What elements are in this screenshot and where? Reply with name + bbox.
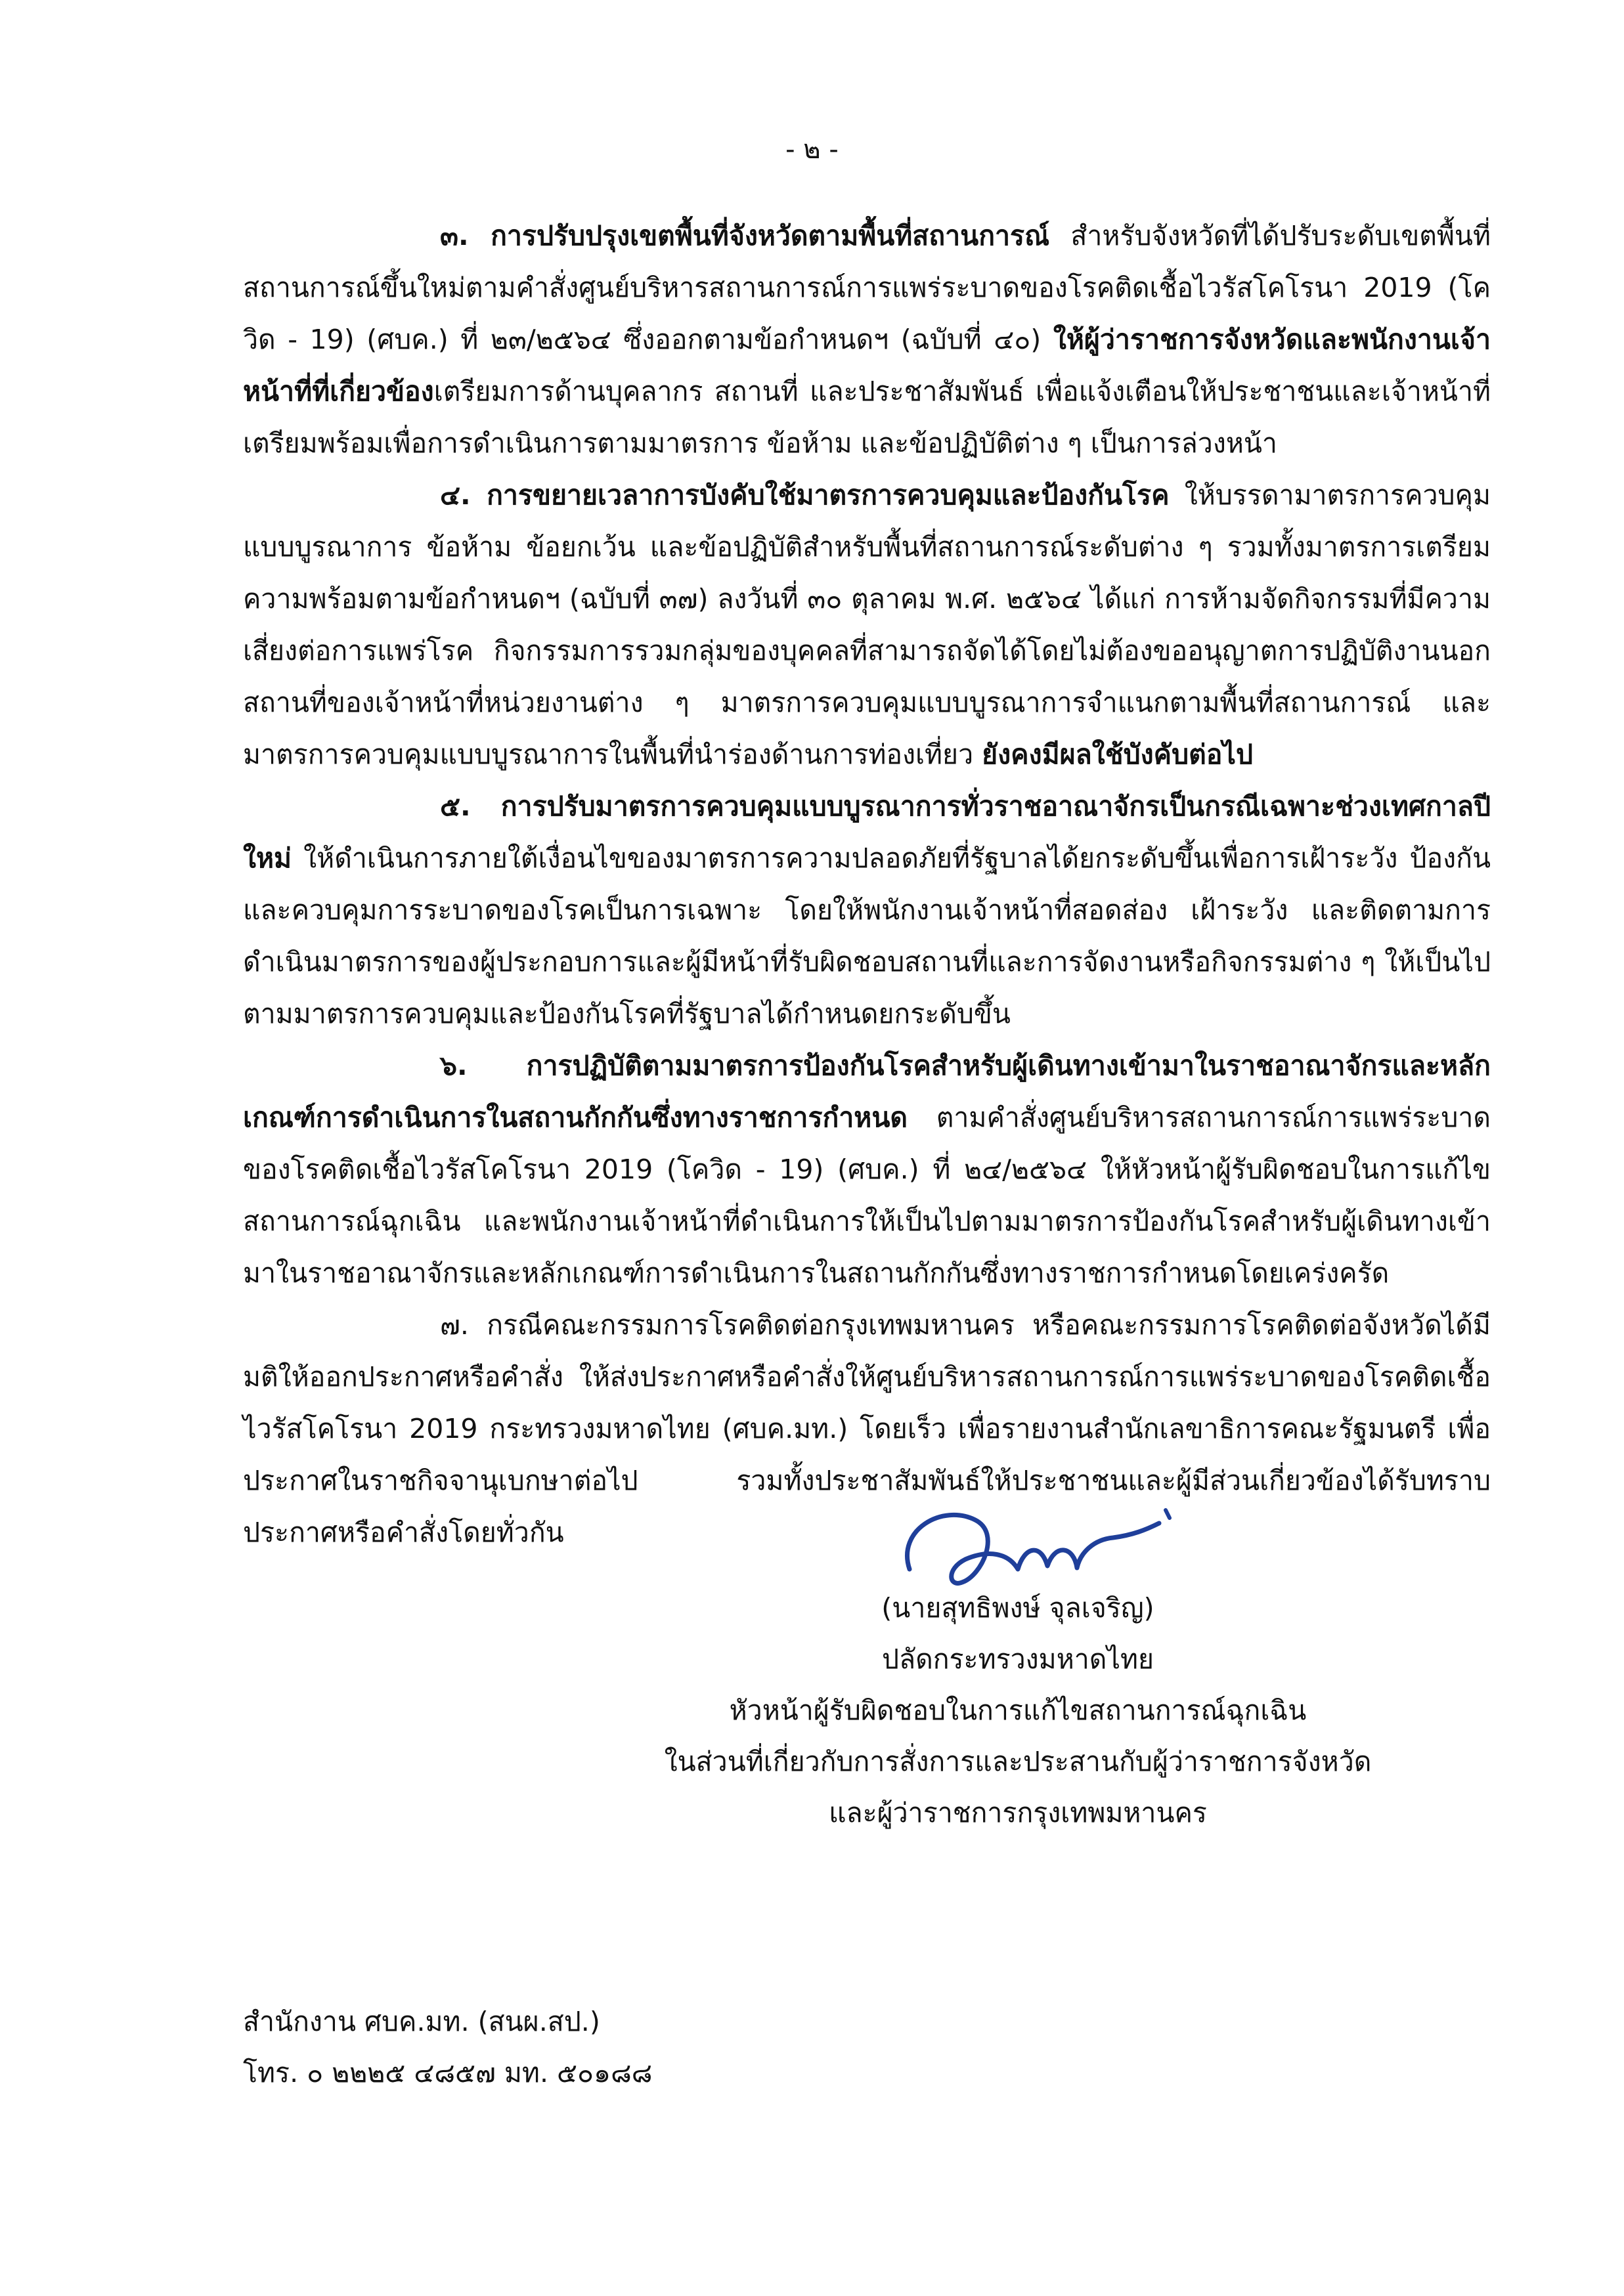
paragraph-emphasis: ยังคงมีผลใช้บังคับต่อไป	[982, 739, 1254, 770]
paragraph-5	[243, 781, 1491, 1040]
paragraph-6	[243, 1040, 1491, 1299]
paragraph-4	[243, 469, 1491, 781]
paragraph-text: เตรียมการด้านบุคลากร สถานที่ และประชาสัมพันธ์ เพื่อแจ้งเตือนให้ประชาชนและเจ้าหน้าที่เตรียมพร้อมเพื่อการดำเนินการตามมาตรการ ข้อห้าม และข้อปฏิบัติต่าง ๆ เป็นการล่วงหน้า	[243, 376, 1491, 459]
paragraph-text: ให้บรรดามาตรการควบคุมแบบบูรณาการ ข้อห้าม ข้อยกเว้น และข้อปฏิบัติสำหรับพื้นที่สถานการณ์ระดับต่าง ๆ รวมทั้งมาตรการเตรียมความพร้อมตามข้อกำหนดฯ (ฉบับที่ ๓๗) ลงวันที่ ๓๐ ตุลาคม พ.ศ. ๒๕๖๔ ได้แก่ การห้ามจัดกิจกรรมที่มีความเสี่ยงต่อการแพร่โรค กิจกรรมการรวมกลุ่มของบุคคลที่สามารถจัดได้โดยไม่ต้องขออนุญาตการปฏิบัติงานนอกสถานที่ของเจ้าหน้าที่หน่วยงานต่าง ๆ มาตรการควบคุมแบบบูรณาการจำแนกตามพื้นที่สถานการณ์ และมาตรการควบคุมแบบบูรณาการในพื้นที่นำร่องด้านการท่องเที่ยว	[243, 479, 1491, 770]
paragraph-text: ให้ดำเนินการภายใต้เงื่อนไขของมาตรการความปลอดภัยที่รัฐบาลได้ยกระดับขึ้นเพื่อการเฝ้าระวัง ป้องกันและควบคุมการระบาดของโรคเป็นการเฉพาะ โดยให้พนักงานเจ้าหน้าที่สอดส่อง เฝ้าระวัง และติดตามการดำเนินมาตรการของผู้ประกอบการและผู้มีหน้าที่รับผิดชอบสถานที่และการจัดงานหรือกิจกรรมต่าง ๆ ให้เป็นไปตามมาตรการควบคุมและป้องกันโรคที่รัฐบาลได้กำหนดยกระดับขึ้น	[243, 842, 1491, 1029]
footer-contact	[243, 1996, 1031, 2098]
paragraph-heading: ๔. การขยายเวลาการบังคับใช้มาตรการควบคุมและป้องกันโรค	[440, 479, 1170, 511]
page-number: - ๒ -	[785, 135, 839, 165]
signatory-title: ในส่วนที่เกี่ยวกับการสั่งการและประสานกับผู้ว่าราชการจังหวัด	[664, 1746, 1372, 1777]
paragraph-heading: ๕. การปรับมาตรการควบคุมแบบบูรณาการทั่วราชอาณาจักรเป็นกรณีเฉพาะช่วงเทศกาลปีใหม่	[243, 791, 1491, 874]
signature-block	[591, 1582, 1445, 1838]
paragraph-7	[243, 1299, 1491, 1559]
signatory-name: (นายสุทธิพงษ์ จุลเจริญ)	[881, 1592, 1154, 1624]
paragraph-heading: ๖. การปฏิบัติตามมาตรการป้องกันโรคสำหรับผู้เดินทางเข้ามาในราชอาณาจักรและหลักเกณฑ์การดำเนินการในสถานกักกันซึ่งทางราชการกำหนด	[243, 1050, 1491, 1133]
document-body	[243, 210, 1491, 1559]
paragraph-heading: ๓. การปรับปรุงเขตพื้นที่จังหวัดตามพื้นที่สถานการณ์	[440, 220, 1050, 251]
footer-phone: โทร. ๐ ๒๒๒๕ ๔๘๕๗ มท. ๕๐๑๘๘	[243, 2057, 653, 2089]
paragraph-3	[243, 210, 1491, 469]
paragraph-emphasis: ให้ผู้ว่าราชการจังหวัดและพนักงานเจ้าหน้าที่ที่เกี่ยวข้อง	[243, 324, 1491, 407]
paragraph-text: สำหรับจังหวัดที่ได้ปรับระดับเขตพื้นที่สถานการณ์ขึ้นใหม่ตามคำสั่งศูนย์บริหารสถานการณ์การแพร่ระบาดของโรคติดเชื้อไวรัสโคโรนา 2019 (โควิด - 19) (ศบค.) ที่ ๒๓/๒๕๖๔ ซึ่งออกตามข้อกำหนดฯ (ฉบับที่ ๔๐)	[243, 220, 1491, 355]
footer-office: สำนักงาน ศบค.มท. (สนผ.สป.)	[243, 2006, 600, 2037]
paragraph-text: ๗. กรณีคณะกรรมการโรคติดต่อกรุงเทพมหานคร หรือคณะกรรมการโรคติดต่อจังหวัดได้มีมติให้ออกประกาศหรือคำสั่ง ให้ส่งประกาศหรือคำสั่งให้ศูนย์บริหารสถานการณ์การแพร่ระบาดของโรคติดเชื้อไวรัสโคโรนา 2019 กระทรวงมหาดไทย (ศบค.มท.) โดยเร็ว เพื่อรายงานสำนักเลขาธิการคณะรัฐมนตรี เพื่อประกาศในราชกิจจานุเบกษาต่อไป รวมทั้งประชาสัมพันธ์ให้ประชาชนและผู้มีส่วนเกี่ยวข้องได้รับทราบประกาศหรือคำสั่งโดยทั่วกัน	[243, 1309, 1491, 1548]
signatory-title: ปลัดกระทรวงมหาดไทย	[881, 1643, 1154, 1675]
signatory-title: และผู้ว่าราชการกรุงเทพมหานคร	[829, 1797, 1207, 1829]
paragraph-text: ตามคำสั่งศูนย์บริหารสถานการณ์การแพร่ระบาดของโรคติดเชื้อไวรัสโคโรนา 2019 (โควิด - 19) (ศบค.) ที่ ๒๔/๒๕๖๔ ให้หัวหน้าผู้รับผิดชอบในการแก้ไขสถานการณ์ฉุกเฉิน และพนักงานเจ้าหน้าที่ดำเนินการให้เป็นไปตามมาตรการป้องกันโรคสำหรับผู้เดินทางเข้ามาในราชอาณาจักรและหลักเกณฑ์การดำเนินการในสถานกักกันซึ่งทางราชการกำหนดโดยเคร่งครัด	[243, 1102, 1491, 1289]
signatory-title: หัวหน้าผู้รับผิดชอบในการแก้ไขสถานการณ์ฉุกเฉิน	[729, 1695, 1307, 1726]
